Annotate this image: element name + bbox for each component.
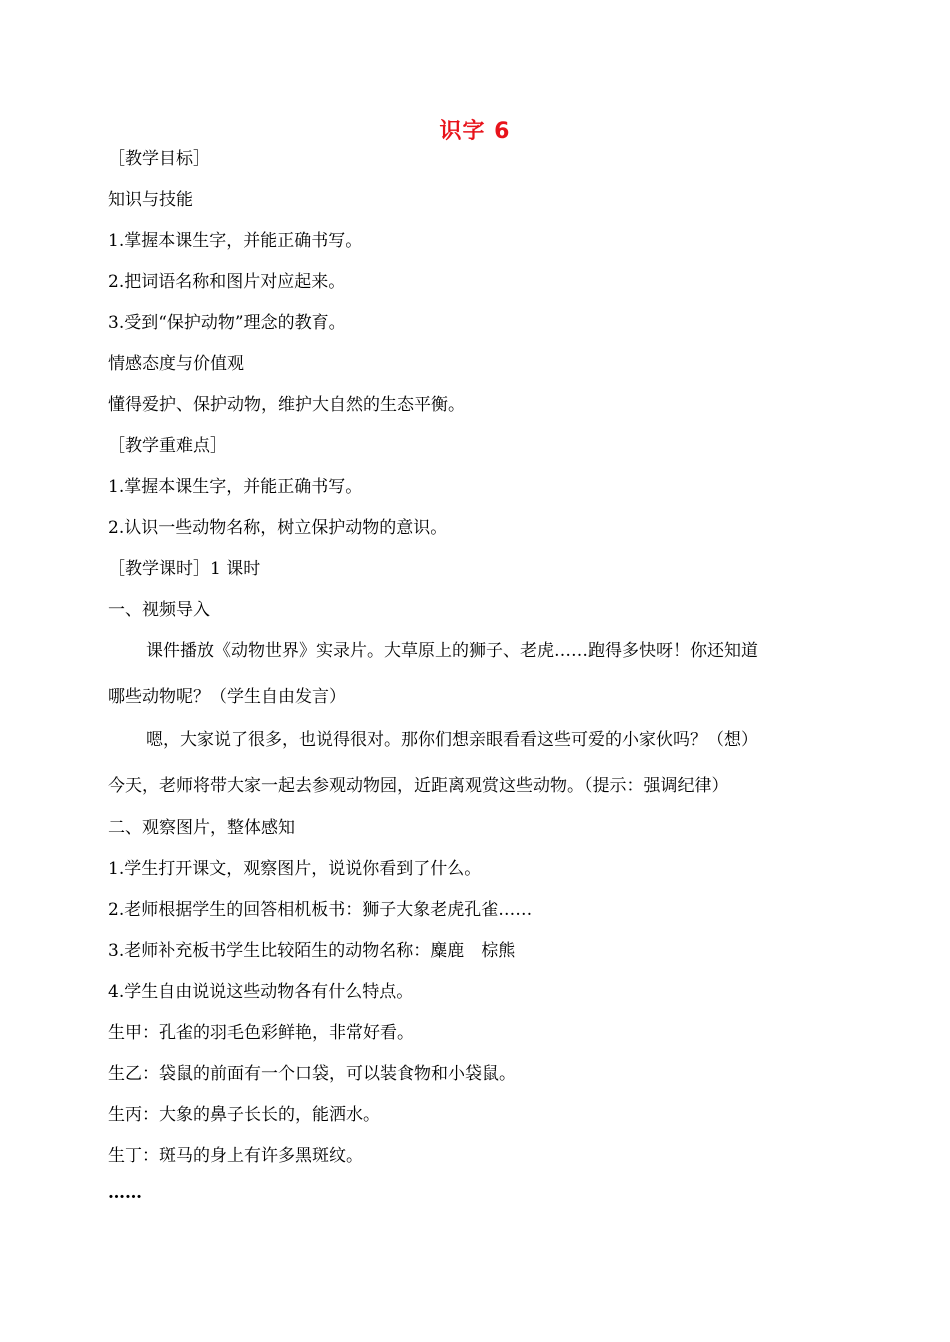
observe-item-2: 2.老师根据学生的回答相机板书：狮子大象老虎孔雀…… [108,900,533,920]
section-heading-objectives: ［教学目标］ [108,149,210,169]
paragraph-dialog-line-2: 今天，老师将带大家一起去参观动物园，近距离观赏这些动物。（提示：强调纪律） [108,776,729,796]
paragraph-dialog-line-1: 嗯，大家说了很多，也说得很对。那你们想亲眼看看这些可爱的小家伙吗？（想） [146,730,758,750]
section-heading-video-intro: 一、视频导入 [108,600,210,620]
subheading-knowledge-skills: 知识与技能 [108,190,193,210]
student-answer-yi: 生乙：袋鼠的前面有一个口袋，可以装食物和小袋鼠。 [108,1064,516,1084]
paragraph-video-line-2: 哪些动物呢？（学生自由发言） [108,687,346,707]
trailing-ellipsis: …… [108,1183,142,1203]
objective-item-1: 1.掌握本课生字，并能正确书写。 [108,231,363,251]
student-answer-bing: 生丙：大象的鼻子长长的，能洒水。 [108,1105,380,1125]
section-heading-observe-pictures: 二、观察图片，整体感知 [108,818,295,838]
key-point-item-1: 1.掌握本课生字，并能正确书写。 [108,477,363,497]
section-heading-key-points: ［教学重难点］ [108,436,227,456]
attitude-text: 懂得爱护、保护动物，维护大自然的生态平衡。 [108,395,465,415]
objective-item-3: 3.受到“保护动物”理念的教育。 [108,313,346,333]
student-answer-ding: 生丁：斑马的身上有许多黑斑纹。 [108,1146,363,1166]
student-answer-jia: 生甲：孔雀的羽毛色彩鲜艳，非常好看。 [108,1023,414,1043]
key-point-item-2: 2.认识一些动物名称，树立保护动物的意识。 [108,518,448,538]
observe-item-4: 4.学生自由说说这些动物各有什么特点。 [108,982,414,1002]
subheading-attitude-values: 情感态度与价值观 [108,354,244,374]
paragraph-video-line-1: 课件播放《动物世界》实录片。大草原上的狮子、老虎……跑得多快呀！你还知道 [146,641,758,661]
observe-item-1: 1.学生打开课文，观察图片，说说你看到了什么。 [108,859,482,879]
observe-item-3: 3.老师补充板书学生比较陌生的动物名称：麋鹿 棕熊 [108,941,516,961]
document-title: 识字 6 [439,119,511,144]
objective-item-2: 2.把词语名称和图片对应起来。 [108,272,346,292]
section-heading-class-hours: ［教学课时］1 课时 [108,559,261,579]
